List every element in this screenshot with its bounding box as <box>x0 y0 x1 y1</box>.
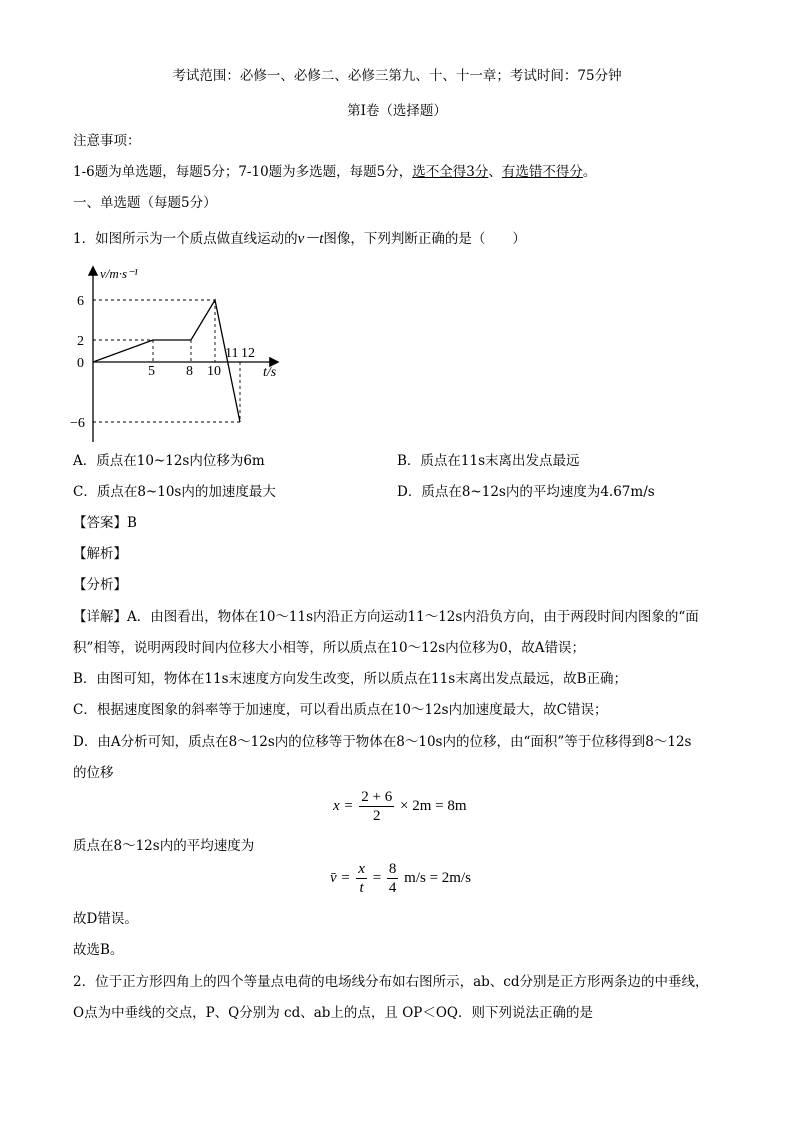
q1-detail-d1: D．由A分析可知，质点在8～12s内的位移等于物体在8～10s内的位移，由“面积”等于位移得到8～12s <box>73 734 692 750</box>
volume-title: 第Ⅰ卷（选择题） <box>347 103 447 119</box>
q1-jiexi: 【解析】 <box>73 546 127 562</box>
vt-graph <box>70 262 290 442</box>
notes-title: 注意事项： <box>73 133 141 149</box>
q1-detail-c: C．根据速度图象的斜率等于加速度，可以看出质点在10～12s内加速度最大，故C错误； <box>73 702 608 718</box>
q1-detail-b: B．由图可知，物体在11s末速度方向发生改变，所以质点在11s末离出发点最远，故B正确； <box>73 671 628 687</box>
y-tick-neg6: −6 <box>70 416 85 431</box>
vt-series-line <box>93 300 240 422</box>
q1-stem: 1．如图所示为一个质点做直线运动的v－t图像，下列判断正确的是（ ） <box>73 231 526 247</box>
x-tick-12: 12 <box>241 346 255 361</box>
x-tick-8: 8 <box>186 364 193 379</box>
q1-fenxi: 【分析】 <box>73 577 127 593</box>
x-tick-10: 10 <box>207 364 221 379</box>
q1-option-c: C．质点在8~10s内的加速度最大 <box>73 484 276 500</box>
q1-conclusion-1: 故D错误。 <box>73 911 138 927</box>
q1-avg-line: 质点在8～12s内的平均速度为 <box>73 838 255 854</box>
y-axis-label: v/m·s⁻¹ <box>100 266 138 281</box>
q1-detail-line2: 积”相等，说明两段时间内位移大小相等，所以质点在10～12s内位移为0，故A错误； <box>73 640 586 656</box>
q1-conclusion-2: 故选B。 <box>73 942 124 958</box>
q1-detail-d2: 的位移 <box>73 765 114 781</box>
q1-answer: 【答案】B <box>73 515 137 531</box>
formula-avg-velocity: v̄ = $\frac{x}{t}$ = $\frac{8}{4}$ m/s = 2m/s <box>330 861 471 896</box>
y-tick-2: 2 <box>77 334 84 349</box>
q1-option-b: B．质点在11s末离出发点最远 <box>397 453 580 469</box>
q1-option-d: D．质点在8~12s内的平均速度为4.67m/s <box>397 484 655 500</box>
q2-line2: O点为中垂线的交点，P、Q分别为 cd、ab上的点，且 OP＜OQ．则下列说法正确的是 <box>73 1005 593 1021</box>
y-tick-6: 6 <box>77 294 84 309</box>
q1-option-a: A．质点在10~12s内位移为6m <box>73 453 265 469</box>
origin-label: 0 <box>77 356 84 371</box>
exam-scope: 考试范围：必修一、必修二、必修三第九、十、十一章；考试时间：75分钟 <box>172 68 622 84</box>
x-axis-label: t/s <box>263 365 277 380</box>
section-title: 一、单选题（每题5分） <box>73 195 217 211</box>
q1-detail-line1: 【详解】A．由图看出，物体在10～11s内沿正方向运动11～12s内沿负方向，由于两段时间内图象的“面 <box>73 609 699 625</box>
notes-rule: 1-6题为单选题，每题5分；7-10题为多选题，每题5分，选不全得3分、有选错不得分。 <box>73 164 597 180</box>
x-tick-5: 5 <box>148 364 155 379</box>
x-tick-11: 11 <box>225 346 239 361</box>
formula-displacement: x = $\frac{2 + 6}{2}$ × 2m = 8m <box>333 789 467 824</box>
q2-line1: 2．位于正方形四角上的四个等量点电荷的电场线分布如右图所示，ab、cd分别是正方形两条边的中垂线， <box>73 974 709 990</box>
